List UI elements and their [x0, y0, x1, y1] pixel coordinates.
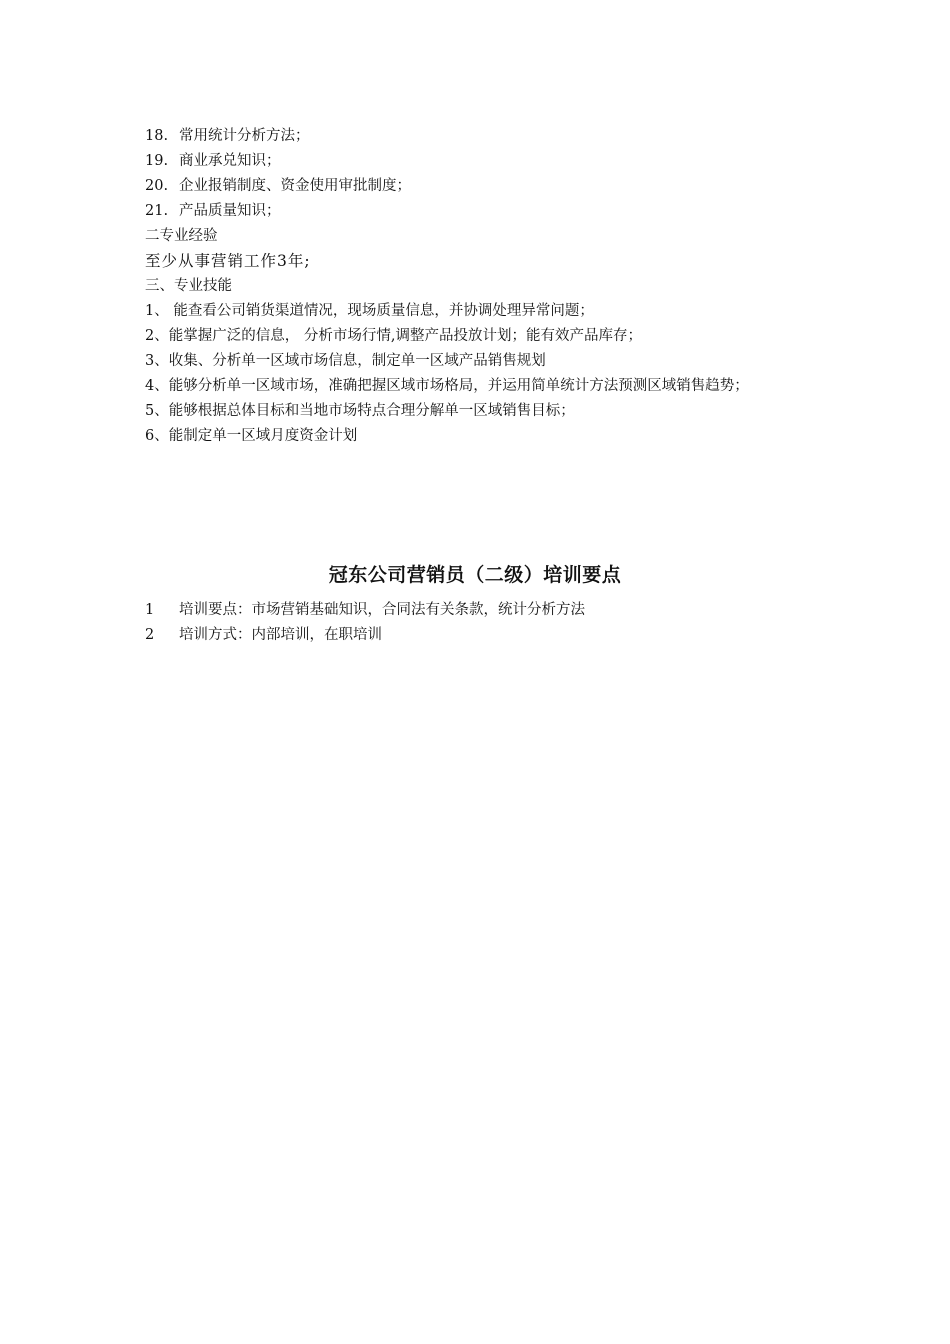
item-text: 产品质量知识； [179, 203, 281, 219]
experience-text: 至少从事营销工作3年; [145, 252, 311, 270]
skill-item: 3、收集、分析单一区域市场信息，制定单一区域产品销售规划 [145, 353, 546, 369]
skill-item: 5、能够根据总体目标和当地市场特点合理分解单一区域销售目标； [145, 403, 575, 419]
item-text: 常用统计分析方法； [179, 128, 310, 144]
training-title: 冠东公司营销员（二级）培训要点 [328, 564, 622, 586]
item-text: 商业承兑知识； [179, 153, 281, 169]
item-text: 培训方式：内部培训，在职培训 [179, 627, 382, 643]
knowledge-item [145, 174, 825, 199]
training-item [145, 623, 825, 648]
item-number: 2 [145, 627, 155, 643]
skill-item: 6、能制定单一区域月度资金计划 [145, 428, 358, 444]
item-number: 19. [145, 153, 169, 169]
skill-item: 2、能掌握广泛的信息， 分析市场行情,调整产品投放计划；能有效产品库存； [145, 328, 642, 344]
knowledge-item [145, 149, 825, 174]
training-section [145, 598, 825, 648]
knowledge-section [145, 124, 825, 449]
skills-heading: 三、专业技能 [145, 278, 232, 294]
item-number: 1 [145, 602, 155, 618]
item-number: 18. [145, 128, 169, 144]
experience-heading: 二专业经验 [145, 228, 218, 244]
skill-item: 4、能够分析单一区域市场，准确把握区域市场格局，并运用简单统计方法预测区域销售趋势； [145, 378, 749, 394]
item-text: 培训要点：市场营销基础知识，合同法有关条款，统计分析方法 [179, 602, 585, 618]
knowledge-item [145, 199, 825, 224]
item-text: 企业报销制度、资金使用审批制度； [179, 178, 411, 194]
knowledge-item [145, 124, 825, 149]
training-item [145, 598, 825, 623]
item-number: 20. [145, 178, 169, 194]
skill-item: 1、 能查看公司销货渠道情况，现场质量信息，并协调处理异常问题； [145, 303, 594, 319]
item-number: 21. [145, 203, 169, 219]
